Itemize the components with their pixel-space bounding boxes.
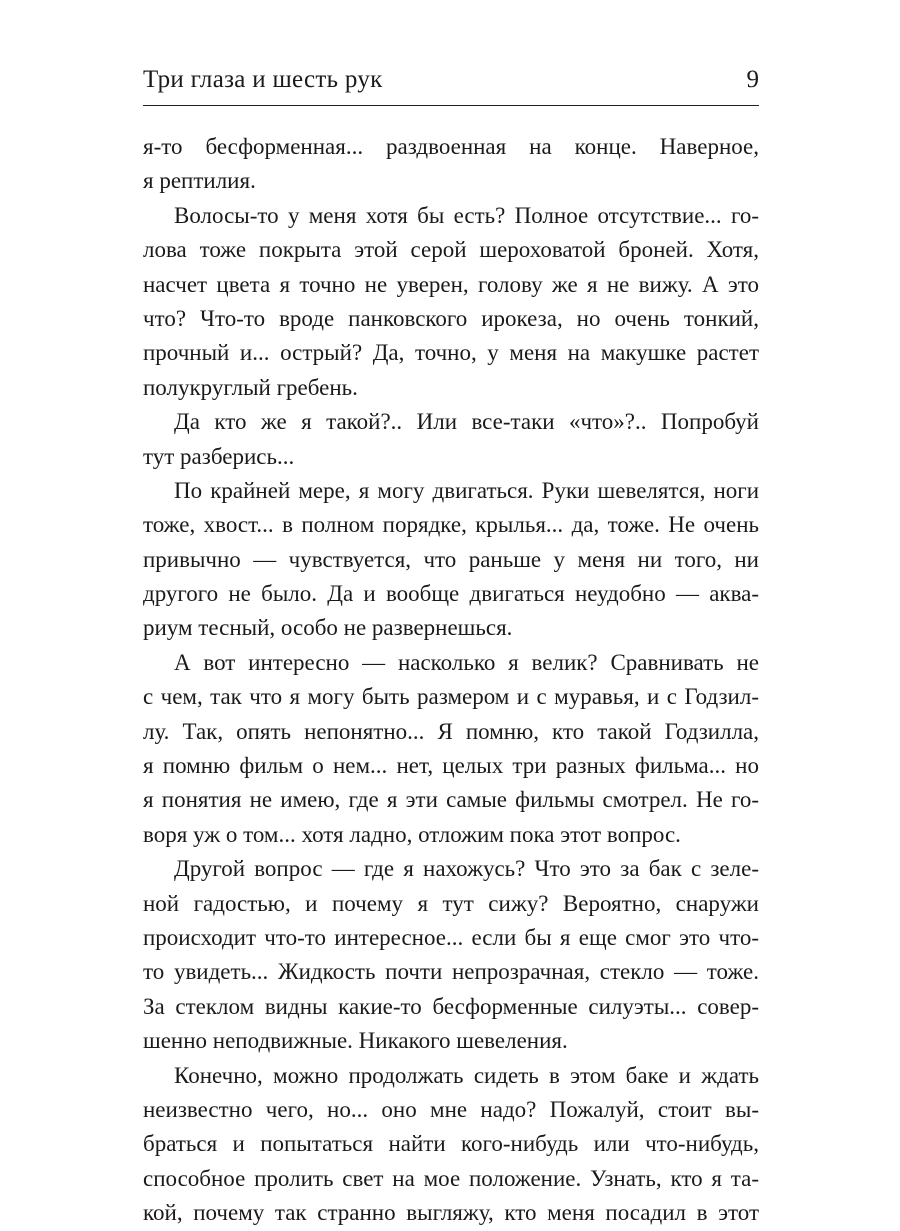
text-line: привычно — чувствуется, что раньше у меня ни того, ни [143, 546, 759, 572]
running-head [143, 64, 759, 96]
text-line: неизвестно чего, но... оно мне надо? Пожалуй, стоит вы- [143, 1096, 759, 1122]
text-line: лова тоже покрыта этой серой шероховатой броней. Хотя, [143, 237, 759, 263]
text-line: прочный и... острый? Да, точно, у меня на макушке растет [143, 340, 759, 366]
text-line: полукруглый гребень. [143, 374, 358, 400]
text-line: с чем, так что я могу быть размером и с муравья, и с Годзил- [143, 684, 759, 710]
text-line: насчет цвета я точно не уверен, голову же я не вижу. А это [143, 271, 759, 297]
text-line: За стеклом видны какие-то бесформенные силуэты... совер- [143, 993, 759, 1019]
text-line: А вот интересно — насколько я велик? Сравнивать не [174, 649, 759, 675]
text-line: я помню фильм о нем... нет, целых три разных фильма... но [143, 753, 759, 779]
text-line: риум тесный, особо не развернешься. [143, 615, 513, 641]
text-line: то увидеть... Жидкость почти непрозрачная, стекло — тоже. [143, 959, 759, 985]
text-line: тоже, хвост... в полном порядке, крылья... да, тоже. Не очень [143, 512, 759, 538]
text-line: По крайней мере, я могу двигаться. Руки шевелятся, ноги [174, 477, 759, 503]
text-line: я понятия не имею, где я эти самые фильмы смотрел. Не го- [143, 787, 759, 813]
text-line: Да кто же я такой?.. Или все-таки «что»?.. Попробуй [174, 409, 759, 435]
text-line: Волосы-то у меня хотя бы есть? Полное отсутствие... го- [174, 202, 759, 228]
text-line: ной гадостью, и почему я тут сижу? Вероятно, снаружи [143, 890, 759, 916]
header-rule [143, 105, 759, 106]
text-line: воря уж о том... хотя ладно, отложим пока этот вопрос. [143, 821, 681, 847]
text-line: браться и попытаться найти кого-нибудь или что-нибудь, [143, 1131, 759, 1157]
running-title: Три глаза и шесть рук [143, 66, 383, 93]
text-line: другого не было. Да и вообще двигаться неудобно — аква- [143, 581, 759, 607]
text-line: кой, почему так странно выгляжу, кто меня посадил в этот [143, 1200, 759, 1226]
text-line: способное пролить свет на мое положение. Узнать, кто я та- [143, 1165, 759, 1191]
text-line: я-то бесформенная... раздвоенная на конце. Наверное, [143, 134, 759, 159]
text-line: Конечно, можно продолжать сидеть в этом баке и ждать [174, 1062, 759, 1088]
text-line: я рептилия. [143, 168, 256, 194]
page-number: 9 [746, 66, 759, 93]
text-line: что? Что-то вроде панковского ирокеза, но очень тонкий, [143, 305, 759, 331]
text-line: лу. Так, опять непонятно... Я помню, кто такой Годзилла, [143, 718, 759, 744]
text-line: шенно неподвижные. Никакого шевеления. [143, 1028, 568, 1054]
text-line: Другой вопрос — где я нахожусь? Что это за бак с зеле- [174, 856, 759, 882]
text-line: тут разберись... [143, 443, 295, 469]
body-text [143, 130, 759, 1231]
text-line: происходит что-то интересное... если бы я еще смог это что- [143, 924, 759, 950]
